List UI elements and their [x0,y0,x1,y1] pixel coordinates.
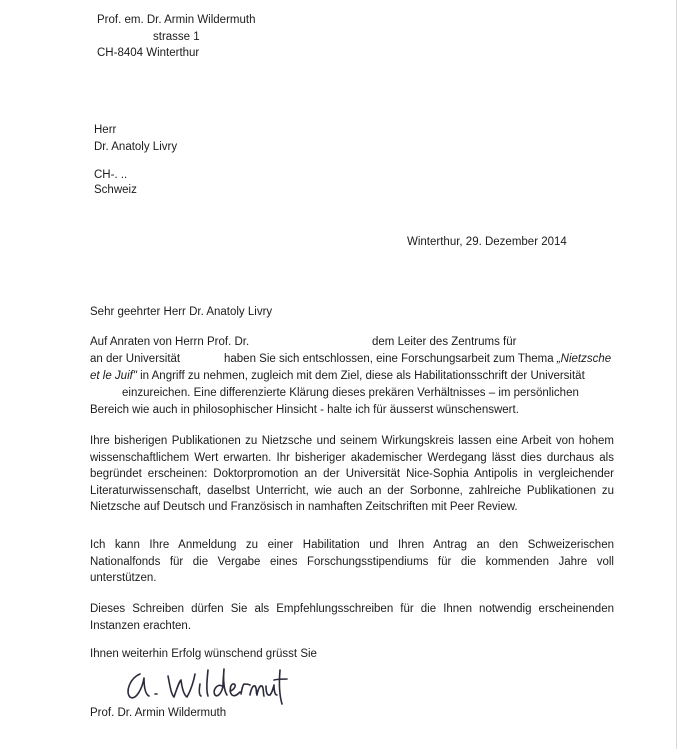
recipient-postal: CH-. .. [94,169,128,181]
sender-street: strasse 1 [153,31,200,43]
paragraph-2 [90,433,614,516]
sender-name: Prof. em. Dr. Armin Wildermuth [97,14,256,26]
date-line: Winterthur, 29. Dezember 2014 [407,236,567,248]
recipient-country: Schweiz [94,184,137,196]
p3-line: unterstützen. [90,572,157,585]
scan-edge [676,0,677,749]
p2-line: Ihre bisherigen Publikationen zu Nietzsche und seinem Wirkungskreis lassen eine Arbeit von hohem [90,435,614,447]
handwritten-signature [120,664,290,710]
p1-line4: einzureichen. Eine differenzierte Klärung dieses prekären Verhältnisses – im persönlichen [122,387,579,399]
greeting: Sehr geehrter Herr Dr. Anatoly Livry [90,306,273,318]
recipient-name: Dr. Anatoly Livry [94,141,178,153]
p4-line: Dieses Schreiben dürfen Sie als Empfehlungsschreiben für die Ihnen notwendig erscheinenden [90,603,614,615]
paragraph-3 [90,537,614,587]
p1-line3: et le Juif" in Angriff zu nehmen, zugleich mit dem Ziel, diese als Habilitationsschrift der Universität [90,370,585,382]
p2-line: Literaturwissenschaft, daselbst Unterricht, wie auch an der Sorbonne, zahlreiche Publikationen zu [90,484,614,497]
p1-title-start: „Nietzsche [556,353,612,365]
p1-line1-start: Auf Anraten von Herrn Prof. Dr. [90,336,250,348]
p1-line2-mid: haben Sie sich entschlossen, eine Forschungsarbeit zum Thema „Nietzsche [224,353,612,365]
p3-line: Nationalfonds für die Vergabe eines Forschungsstipendiums für die kommenden Jahre voll [90,555,614,568]
p1-line1-end: dem Leiter des Zentrums für [372,336,517,348]
paragraph-4 [90,601,614,634]
sender-city: CH-8404 Winterthur [97,47,200,59]
closing: Ihnen weiterhin Erfolg wünschend grüsst Sie [90,648,317,660]
p4-line: Instanzen erachten. [90,619,192,632]
p1-line2-start: an der Universität [90,353,181,365]
p3-line: Ich kann Ihre Anmeldung zu einer Habilitation und Ihren Antrag an den Schweizerischen [90,539,614,551]
p2-line: wissenschaftlichem Wert erwarten. Ihr bisheriger akademischer Werdegang lässt dies durchaus als [90,451,614,464]
recipient-salutation: Herr [94,124,117,136]
p1-line5: Bereich wie auch in philosophischer Hinsicht - halte ich für äusserst wünschenswert. [90,404,519,416]
signatory-name: Prof. Dr. Armin Wildermuth [90,707,227,719]
p2-line: Nietzsche auf Deutsch und Französisch in namhaften Zeitschriften mit Peer Review. [90,501,518,514]
p1-title-end: et le Juif" [90,370,137,382]
p2-line: begründet erscheinen: Doktorpromotion an der Universität Nice-Sophia Antipolis in vergleichender [90,468,614,481]
